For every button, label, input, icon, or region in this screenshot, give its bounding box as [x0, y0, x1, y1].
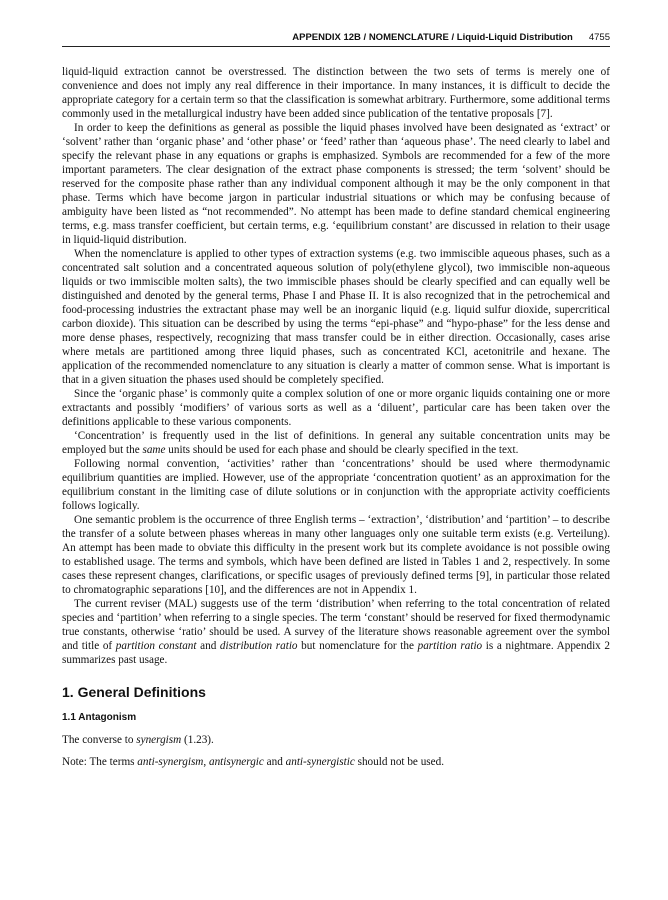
text-run: The current reviser (MAL) suggests use of the term ‘distribution’ when referring to the total concentration of related species and ‘partition’ when referring to a single species. The term ‘constant’ should be reserved for fixed thermodynamic true constants, otherwise ‘ratio’ should be used. A survey of the literature shows reasonable agreement over the symbol and title of — [62, 598, 610, 652]
paragraph: liquid-liquid extraction cannot be overstressed. The distinction between the two sets of terms is merely one of convenience and does not imply any real difference in their importance. In many instances, it is difficult to decide the appropriate category for a certain term so that the classification is somewhat arbitrary. Furthermore, some additional terms commonly used in the metallurgical industry have been added since publication of the tentative proposals [7]. — [62, 66, 610, 120]
text-run: and — [196, 640, 220, 652]
emphasis: antisynergic — [208, 756, 264, 768]
paragraph: One semantic problem is the occurrence of three English terms – ‘extraction’, ‘distribution’ and ‘partition’ – to describe the transfer of a solute between phases whereas in many other languages only one suitable term exists (e.g. Verteilung). An attempt has been made to obviate this difficulty in the present work but its complete avoidance is not possible owing to established usage. The terms and symbols, which have been defined are listed in Tables 1 and 2, respectively. In some cases these represent changes, clarifications, or specific usages of previously defined terms [9], in particular those related to chromatographic separations [10], and the differences are not in Appendix 1. — [62, 514, 610, 596]
text-run: ‘Concentration’ is frequently used in the list of definitions. In general any suitable concentration units may be employed but the — [62, 430, 610, 456]
header-rule — [62, 46, 610, 47]
paragraph — [62, 429, 610, 457]
page-number: 4755 — [588, 32, 610, 43]
text-run: but nomenclature for the — [297, 640, 418, 652]
emphasis: distribution ratio — [219, 640, 298, 652]
note — [62, 755, 610, 769]
paragraph: In order to keep the definitions as general as possible the liquid phases involved have been designated as ‘extract’ or ‘solvent’ rather than ‘organic phase’ and ‘other phase’ or ‘feed’ rather than ‘aqueous phase’. The need clearly to label and specify the relevant phase in any equations or graphs is emphasized. Symbols are recommended for a few of the more important parameters. The clear designation of the extract phase components is stressed; the term ‘solvent’ should be reserved for the composite phase rather than any individual component although it may be the only component in that phase. Terms which have become jargon in particular industrial situations or which may be confusing because of ambiguity have been listed as “not recommended”. No attempt has been made to define standard chemical engineering terms, e.g. mass transfer coefficient, but certain terms, e.g. ‘equilibrium constant’ are discussed in relation to their usage in liquid-liquid distribution. — [62, 122, 610, 246]
paragraph — [62, 597, 610, 667]
definition — [62, 733, 610, 747]
emphasis: synergism — [136, 734, 182, 746]
text-run: , — [203, 756, 209, 768]
emphasis: partition constant — [115, 640, 197, 652]
emphasis: partition ratio — [417, 640, 483, 652]
section-heading: 1. General Definitions — [62, 684, 206, 700]
emphasis: anti-synergism — [137, 756, 204, 768]
text-run: (1.23). — [181, 734, 214, 746]
text-run: should not be used. — [354, 756, 444, 768]
running-header — [62, 32, 610, 43]
paragraph: When the nomenclature is applied to other types of extraction systems (e.g. two immiscible aqueous phases, such as a concentrated salt solution and a concentrated aqueous solution of poly(ethylene glycol), two immiscible non-aqueous liquids or two immiscible molten salts), the two immiscible phases should be clearly specified and can equally well be distinguished and denoted by the general terms, Phase I and Phase II. It is also recognized that in the petrochemical and food-processing industries the extractant phase may well be an inorganic liquid (e.g. liquid sulfur dioxide, supercritical carbon dioxide). This situation can be described by using the terms “epi-phase” and “hypo-phase” for the less dense and more dense phases, respectively, recognizing that mass transfer could be in either direction. Occasionally, cases arise where metals are partitioned among three liquid phases, such as concentrated KCl, acetonitrile and hexane. The application of the recommended nomenclature to any situation is clearly a matter of common sense. What is important is that in a given situation the phases used should be completely specified. — [62, 248, 610, 386]
text-run: and — [263, 756, 286, 768]
text-run: The converse to — [62, 734, 137, 746]
paragraph: Following normal convention, ‘activities’ rather than ‘concentrations’ should be used where thermodynamic equilibrium quantities are implied. However, use of the appropriate ‘concentration quotient’ as an approximation for the equilibrium constant in the limiting case of dilute solutions or in conjunction with the appropriate activity coefficients follows logically. — [62, 458, 610, 512]
text-run: is a nightmare. Appendix 2 summarizes past usage. — [62, 640, 611, 666]
body-text — [62, 65, 610, 777]
running-title: APPENDIX 12B / NOMENCLATURE / Liquid-Liquid Distribution — [292, 32, 573, 43]
text-run: Note: The terms — [62, 756, 138, 768]
emphasis: anti-synergistic — [285, 756, 355, 768]
paragraph: Since the ‘organic phase’ is commonly quite a complex solution of one or more organic liquids containing one or more extractants and possibly ‘modifiers’ of various sorts as well as a ‘diluent’, particular care has been taken over the definitions applicable to these various components. — [62, 388, 610, 428]
text-run: units should be used for each phase and should be clearly specified in the text. — [165, 444, 519, 456]
emphasis: same — [142, 444, 166, 456]
subsection-heading: 1.1 Antagonism — [62, 712, 137, 723]
